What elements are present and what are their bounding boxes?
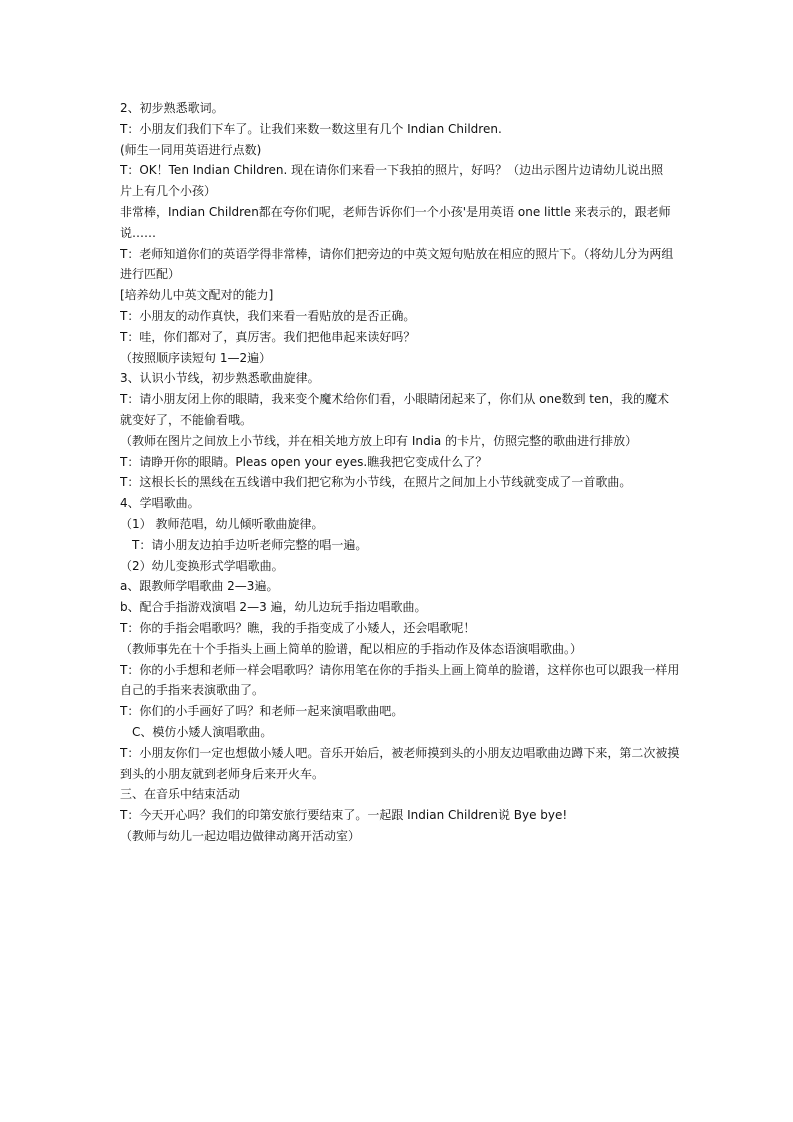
stage-direction: （教师与幼儿一起边唱边做律动离开活动室） (120, 828, 361, 843)
goal-note: [培养幼儿中英文配对的能力] (120, 288, 274, 303)
heading-step-3: 3、认识小节线，初步熟悉歌曲旋律。 (120, 371, 320, 386)
dialogue-line-cont: 自己的手指来表演歌曲了。 (120, 683, 265, 698)
dialogue-line: T：老师知道你们的英语学得非常棒，请你们把旁边的中英文短句贴放在相应的照片下。（将幼儿分为两组 (120, 246, 674, 261)
narration-line: 非常棒，Indian Children都在夸你们呢，老师告诉你们一个小孩'是用英语 one little 来表示的，跟老师 (120, 204, 671, 219)
dialogue-line-cont: 片上有几个小孩） (120, 184, 217, 199)
dialogue-line: T：今天开心吗？我们的印第安旅行要结束了。一起跟 Indian Children说 Bye bye! (120, 808, 568, 823)
dialogue-line: T：哇，你们都对了，真厉害。我们把他串起来读好吗？ (120, 329, 416, 344)
heading-step-2: 2、初步熟悉歌词。 (120, 101, 224, 115)
sub-step-2: （2）幼儿变换形式学唱歌曲。 (120, 558, 284, 573)
dialogue-line: T：你的小手想和老师一样会唱歌吗？请你用笔在你的手指头上画上简单的脸谱，这样你也可以跟我一样用 (120, 662, 680, 677)
dialogue-line: T：OK！Ten Indian Children. 现在请你们来看一下我拍的照片，好吗？（边出示图片边请幼儿说出照 (120, 163, 664, 178)
stage-direction: （教师事先在十个手指头上画上简单的脸谱，配以相应的手指动作及体态语演唱歌曲。） (120, 641, 583, 656)
dialogue-line: T：小朋友的动作真快，我们来看一看贴放的是否正确。 (120, 308, 416, 323)
list-item-b: b、配合手指游戏演唱 2—3 遍，幼儿边玩手指边唱歌曲。 (120, 600, 427, 615)
list-item-a: a、跟教师学唱歌曲 2—3遍。 (120, 579, 279, 594)
dialogue-line: T：请小朋友边拍手边听老师完整的唱一遍。 (132, 537, 368, 552)
heading-section-3: 三、在音乐中结束活动 (120, 787, 241, 802)
list-item-c: C、模仿小矮人演唱歌曲。 (132, 724, 273, 739)
dialogue-line: T：请睁开你的眼睛。Pleas open your eyes.瞧我把它变成什么了？ (120, 454, 488, 469)
dialogue-line: T：这根长长的黑线在五线谱中我们把它称为小节线，在照片之间加上小节线就变成了一首歌曲。 (120, 475, 632, 490)
dialogue-line-cont: 就变好了，不能偷看哦。 (120, 412, 253, 427)
dialogue-line: T：你们的小手画好了吗？和老师一起来演唱歌曲吧。 (120, 704, 404, 719)
dialogue-line: T：你的手指会唱歌吗？瞧，我的手指变成了小矮人，还会唱歌呢！ (120, 620, 476, 635)
heading-step-4: 4、学唱歌曲。 (120, 496, 200, 511)
stage-direction: （教师在图片之间放上小节线，并在相关地方放上印有 India 的卡片，仿照完整的歌曲进行排放） (120, 433, 638, 448)
dialogue-line: T：小朋友们我们下车了。让我们来数一数这里有几个 Indian Children. (120, 121, 502, 136)
dialogue-line-cont: 到头的小朋友就到老师身后来开火车。 (120, 766, 325, 781)
stage-direction: （按照顺序读短句 1—2遍） (120, 350, 272, 365)
stage-direction: (师生一同用英语进行点数) (120, 142, 262, 157)
dialogue-line: T：请小朋友闭上你的眼睛，我来变个魔术给你们看，小眼睛闭起来了，你们从 one数到 ten，我的魔术 (120, 392, 669, 407)
dialogue-line: T：小朋友你们一定也想做小矮人吧。音乐开始后，被老师摸到头的小朋友边唱歌曲边蹲下来，第二次被摸 (120, 745, 680, 760)
narration-line-cont: 说…… (120, 225, 157, 240)
sub-step-1: （1） 教师范唱，幼儿倾听歌曲旋律。 (120, 516, 324, 531)
dialogue-line-cont: 进行匹配） (120, 267, 181, 282)
